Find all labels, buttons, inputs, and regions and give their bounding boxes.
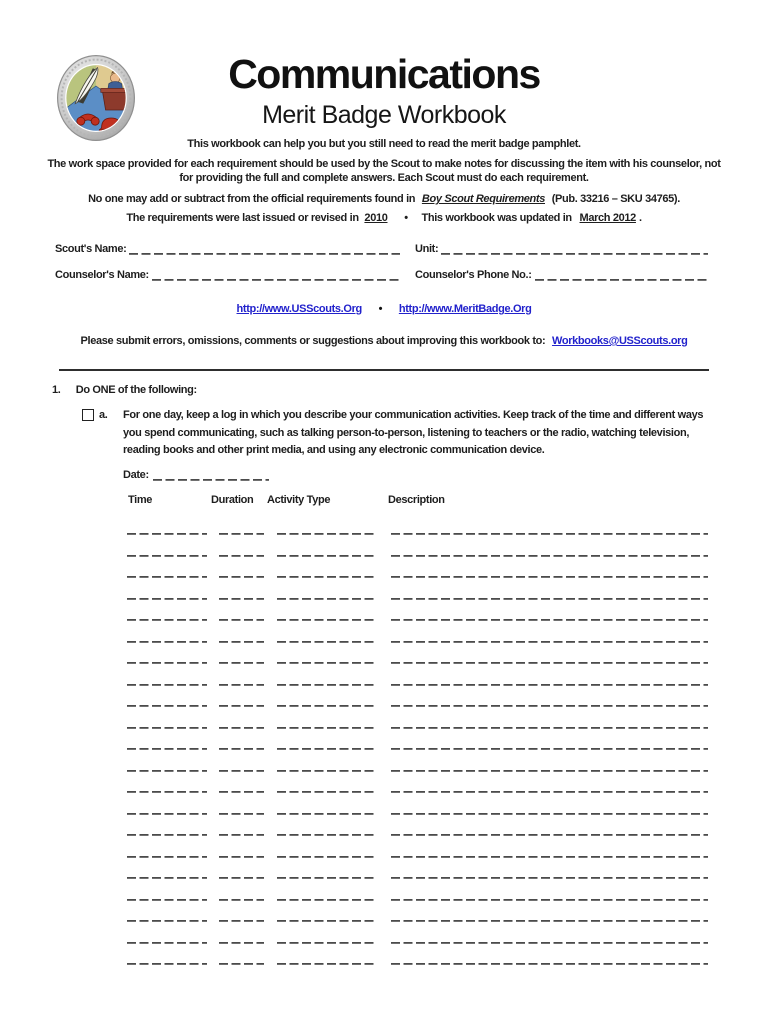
date-row [0, 467, 768, 481]
time-input[interactable] [127, 736, 207, 750]
requirements-note-prefix: No one may add or subtract from the official requirements found in [88, 193, 416, 205]
time-input[interactable] [127, 607, 207, 621]
activity-type-input[interactable] [277, 736, 374, 750]
scout-name-label: Scout's Name: [55, 243, 127, 255]
meritbadge-link[interactable]: http://www.MeritBadge.Org [398, 303, 532, 315]
activity-type-input[interactable] [277, 930, 374, 944]
revision-year: 2010 [364, 212, 388, 224]
duration-input[interactable] [219, 629, 264, 643]
activity-type-input[interactable] [277, 801, 374, 815]
activity-type-input[interactable] [277, 650, 374, 664]
time-input[interactable] [127, 951, 207, 965]
log-row [127, 514, 708, 536]
time-input[interactable] [127, 801, 207, 815]
duration-input[interactable] [219, 844, 264, 858]
description-input[interactable] [391, 822, 708, 836]
usscouts-link[interactable]: http://www.USScouts.Org [236, 303, 362, 315]
unit-label: Unit: [415, 243, 439, 255]
identity-form [0, 241, 768, 281]
activity-type-input[interactable] [277, 844, 374, 858]
log-row [127, 922, 708, 944]
log-row [127, 815, 708, 837]
requirement-1a-letter: a. [99, 409, 108, 421]
log-row [127, 557, 708, 579]
time-input[interactable] [127, 629, 207, 643]
duration-input[interactable] [219, 887, 264, 901]
activity-type-input[interactable] [277, 908, 374, 922]
description-input[interactable] [391, 844, 708, 858]
log-row [127, 664, 708, 686]
duration-input[interactable] [219, 693, 264, 707]
activity-type-input[interactable] [277, 629, 374, 643]
log-row [127, 686, 708, 708]
description-input[interactable] [391, 607, 708, 621]
requirements-note-suffix: (Pub. 33216 – SKU 34765). [551, 193, 680, 205]
duration-input[interactable] [219, 908, 264, 922]
page-subtitle: Merit Badge Workbook [262, 101, 506, 129]
badge-graphic [56, 54, 136, 142]
counselor-name-label: Counselor's Name: [55, 269, 149, 281]
duration-input[interactable] [219, 564, 264, 578]
requirement-1-text: Do ONE of the following: [75, 384, 197, 396]
description-input[interactable] [391, 521, 708, 535]
scout-name-field [55, 241, 400, 255]
time-input[interactable] [127, 564, 207, 578]
counselor-name-input[interactable] [152, 267, 400, 281]
boy-scout-requirements-reference: Boy Scout Requirements [421, 193, 545, 205]
requirement-1a-checkbox[interactable] [82, 409, 94, 421]
time-input[interactable] [127, 672, 207, 686]
time-input[interactable] [127, 715, 207, 729]
duration-input[interactable] [219, 650, 264, 664]
activity-type-input[interactable] [277, 865, 374, 879]
activity-type-input[interactable] [277, 758, 374, 772]
description-input[interactable] [391, 887, 708, 901]
description-input[interactable] [391, 629, 708, 643]
duration-input[interactable] [219, 586, 264, 600]
log-row [127, 944, 708, 966]
column-header-duration: Duration [211, 493, 254, 506]
description-input[interactable] [391, 672, 708, 686]
requirement-1a [0, 407, 711, 460]
requirements-note [0, 193, 768, 205]
description-input[interactable] [391, 908, 708, 922]
bullet-separator: • [404, 212, 408, 224]
time-input[interactable] [127, 844, 207, 858]
duration-input[interactable] [219, 930, 264, 944]
log-row [127, 793, 708, 815]
communications-merit-badge-emblem [56, 54, 136, 142]
duration-input[interactable] [219, 736, 264, 750]
communication-log-table [127, 494, 708, 966]
description-input[interactable] [391, 564, 708, 578]
date-label: Date: [123, 468, 149, 481]
duration-input[interactable] [219, 779, 264, 793]
counselor-phone-label: Counselor's Phone No.: [415, 269, 532, 281]
time-input[interactable] [127, 543, 207, 557]
feedback-text: Please submit errors, omissions, comments or suggestions about improving this workbook to: [80, 335, 546, 347]
page-title: Communications [228, 51, 540, 97]
activity-type-input[interactable] [277, 672, 374, 686]
log-rows [127, 514, 708, 966]
activity-type-input[interactable] [277, 543, 374, 557]
requirement-1-heading [0, 384, 768, 396]
time-input[interactable] [127, 521, 207, 535]
column-header-description: Description [388, 493, 445, 506]
activity-type-input[interactable] [277, 607, 374, 621]
description-input[interactable] [391, 736, 708, 750]
website-links [0, 303, 768, 315]
description-input[interactable] [391, 801, 708, 815]
log-row [127, 621, 708, 643]
log-row [127, 879, 708, 901]
unit-input[interactable] [441, 241, 708, 255]
counselor-phone-input[interactable] [535, 267, 708, 281]
log-row [127, 729, 708, 751]
requirement-1a-description: For one day, keep a log in which you describe your communication activities. Keep track of the time and different ways you spend communicating, such as talking person-to-person, listening to teachers or the radio, watching television, reading books and other print media, and using any electronic communication device. [123, 409, 704, 456]
log-table-header [127, 494, 708, 514]
description-input[interactable] [391, 715, 708, 729]
duration-input[interactable] [219, 607, 264, 621]
activity-type-input[interactable] [277, 822, 374, 836]
workbooks-email-link[interactable]: Workbooks@USScouts.org [552, 335, 688, 347]
revision-prefix: The requirements were last issued or revised in [126, 212, 359, 224]
updated-date: March 2012 [579, 212, 636, 224]
time-input[interactable] [127, 908, 207, 922]
log-row [127, 750, 708, 772]
description-input[interactable] [391, 543, 708, 557]
log-row [127, 858, 708, 880]
section-divider [59, 369, 709, 371]
unit-field [415, 241, 708, 255]
activity-type-input[interactable] [277, 586, 374, 600]
pamphlet-note: This workbook can help you but you still need to read the merit badge pamphlet. [187, 138, 581, 150]
activity-type-input[interactable] [277, 951, 374, 965]
duration-input[interactable] [219, 672, 264, 686]
column-header-activity-type: Activity Type [267, 493, 331, 506]
log-row [127, 600, 708, 622]
column-header-time: Time [128, 493, 153, 506]
description-input[interactable] [391, 693, 708, 707]
duration-input[interactable] [219, 822, 264, 836]
requirement-1-number: 1. [52, 384, 61, 396]
activity-type-input[interactable] [277, 521, 374, 535]
activity-type-input[interactable] [277, 564, 374, 578]
feedback-line [0, 335, 768, 347]
time-input[interactable] [127, 650, 207, 664]
log-row [127, 535, 708, 557]
time-input[interactable] [127, 586, 207, 600]
workspace-note: The work space provided for each requirement should be used by the Scout to make notes for discussing the item with his counselor, not for providing the full and complete answers. Each Scout must do each requirement. [47, 158, 721, 184]
time-input[interactable] [127, 779, 207, 793]
description-input[interactable] [391, 951, 708, 965]
duration-input[interactable] [219, 521, 264, 535]
description-input[interactable] [391, 930, 708, 944]
time-input[interactable] [127, 887, 207, 901]
description-input[interactable] [391, 758, 708, 772]
description-input[interactable] [391, 779, 708, 793]
log-row [127, 901, 708, 923]
activity-type-input[interactable] [277, 887, 374, 901]
log-row [127, 772, 708, 794]
description-input[interactable] [391, 865, 708, 879]
description-input[interactable] [391, 586, 708, 600]
revision-line [0, 212, 768, 224]
duration-input[interactable] [219, 951, 264, 965]
duration-input[interactable] [219, 715, 264, 729]
activity-type-input[interactable] [277, 779, 374, 793]
description-input[interactable] [391, 650, 708, 664]
time-input[interactable] [127, 758, 207, 772]
link-bullet-separator: • [378, 303, 383, 315]
revision-suffix: . [638, 212, 642, 224]
time-input[interactable] [127, 865, 207, 879]
counselor-name-field [55, 267, 400, 281]
updated-text: This workbook was updated in [421, 212, 572, 224]
date-input[interactable] [153, 467, 269, 481]
duration-input[interactable] [219, 865, 264, 879]
activity-type-input[interactable] [277, 693, 374, 707]
scout-name-input[interactable] [129, 241, 400, 255]
log-row [127, 836, 708, 858]
time-input[interactable] [127, 822, 207, 836]
activity-type-input[interactable] [277, 715, 374, 729]
duration-input[interactable] [219, 758, 264, 772]
time-input[interactable] [127, 693, 207, 707]
log-row [127, 578, 708, 600]
log-row [127, 707, 708, 729]
duration-input[interactable] [219, 543, 264, 557]
counselor-phone-field [415, 267, 708, 281]
duration-input[interactable] [219, 801, 264, 815]
log-row [127, 643, 708, 665]
time-input[interactable] [127, 930, 207, 944]
